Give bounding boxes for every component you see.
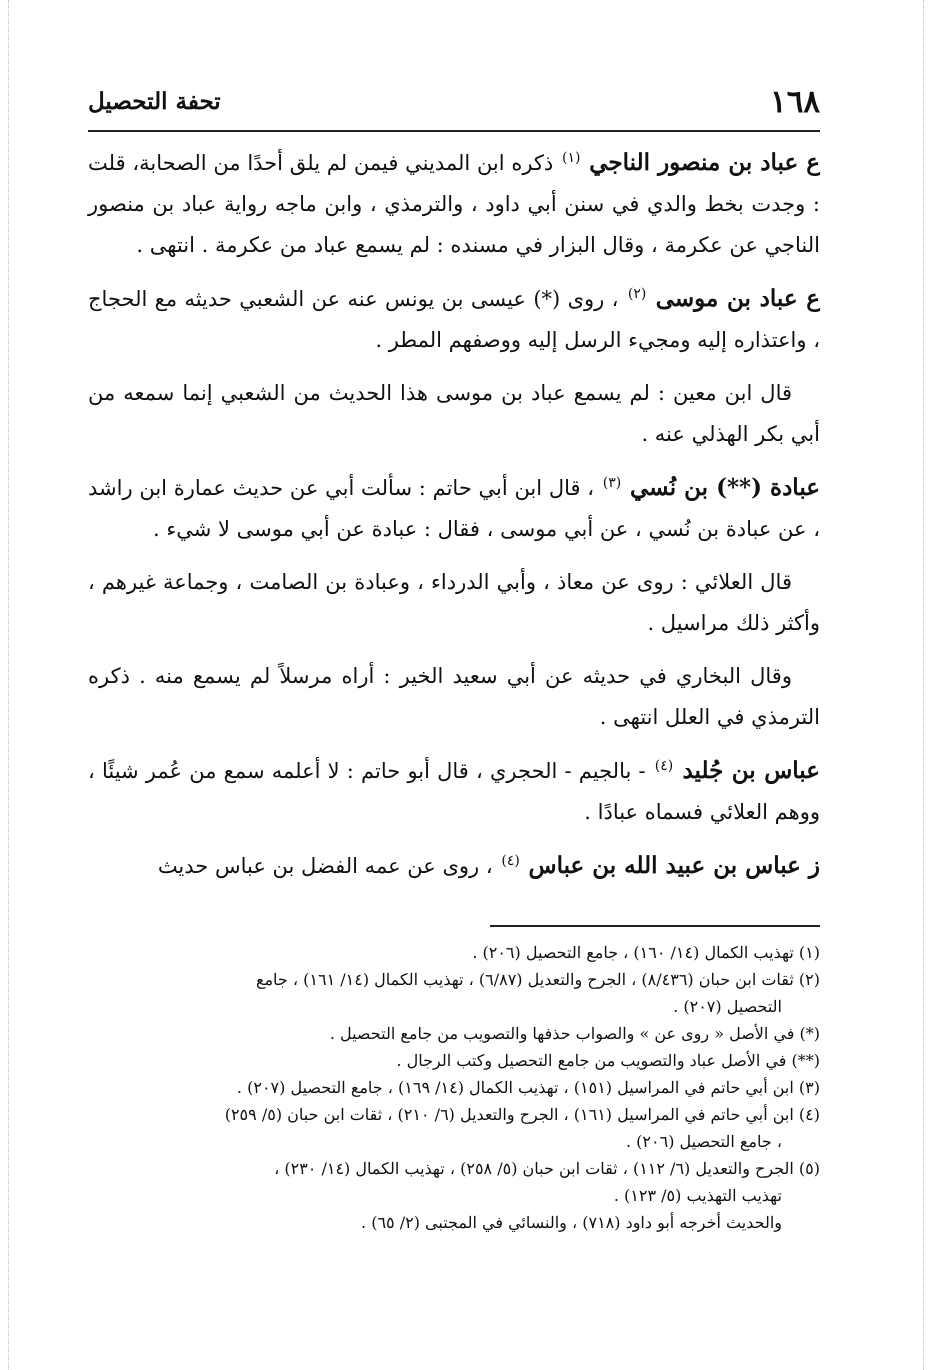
scan-margin-dots-left (8, 0, 9, 1370)
footnote-2: (٢) ثقات ابن حبان (٨/٤٣٦) ، الجرح والتعديل (٦/٨٧) ، تهذيب الكمال (١٤/ ١٦١) ، جامع (255, 970, 820, 989)
entry-heading: ع عباد بن منصور الناجي (589, 149, 821, 176)
entry-text: وقال البخاري في حديثه عن أبي سعيد الخير : أراه مرسلاً لم يسمع منه . ذكره الترمذي في العلل انتهى . (88, 664, 820, 729)
entry-text: ذكره ابن المديني فيمن لم يلق أحدًا من الصحابة، قلت : وجدت بخط والدي في سنن أبي داود ، والترمذي ، وابن ماجه رواية عباد بن منصور الناجي عن عكرمة ، وقال البزار في مسنده : لم يسمع عباد من عكرمة . انتهى . (88, 151, 820, 257)
entry-text: ، قال ابن أبي حاتم : سألت أبي عن حديث عمارة ابن راشد ، عن عبادة بن نُسي ، عن أبي موسى ، فقال : عبادة عن أبي موسى لا شيء . (88, 476, 820, 541)
header-rule (88, 130, 820, 132)
footnote-5-continued: تهذيب التهذيب (٥/ ١٢٣) . (613, 1186, 782, 1205)
running-title: تحفة التحصيل (88, 88, 221, 115)
entry-text: - بالجيم - الحجري ، قال أبو حاتم : لا أعلمه سمع من عُمر شيئًا ، ووهم العلائي فسماه عبادًا . (88, 759, 820, 824)
footnote-asterisk: (*) في الأصل « روى عن » والصواب حذفها والتصويب من جامع التحصيل . (329, 1024, 820, 1043)
entry-text: قال العلائي : روى عن معاذ ، وأبي الدرداء ، وعبادة بن الصامت ، وجماعة غيرهم ، وأكثر ذلك مراسيل . (88, 570, 820, 635)
entry-heading: ز عباس بن عبيد الله بن عباس (528, 852, 820, 879)
footnote-ref: (٣) (602, 475, 622, 491)
footnotes (88, 940, 820, 1237)
entry-heading: عباس بن جُليد (682, 757, 820, 784)
quote-al-bukhari (88, 656, 820, 738)
entry-text: ، روى (*) عيسى بن يونس عنه عن الشعبي حديثه مع الحجاج ، واعتذاره إليه ومجيء الرسل إليه ووصفهم المطر . (88, 287, 820, 352)
footnote-double-asterisk: (**) في الأصل عباد والتصويب من جامع التحصيل وكتب الرجال . (396, 1051, 820, 1070)
entry-heading: عبادة (**) بن نُسي (630, 474, 820, 501)
scan-margin-dots-right (923, 0, 924, 1370)
footnote-5: (٥) الجرح والتعديل (٦/ ١١٢) ، ثقات ابن حبان (٥/ ٢٥٨) ، تهذيب الكمال (١٤/ ٢٣٠) ، (274, 1159, 820, 1178)
footnote-4: (٤) ابن أبي حاتم في المراسيل (١٦١) ، الجرح والتعديل (٦/ ٢١٠) ، ثقات ابن حبان (٥/ ٢٥٩) (224, 1105, 820, 1124)
footnote-ref: (٢) (627, 286, 647, 302)
page-header (88, 82, 820, 128)
footnote-hadith-note: والحديث أخرجه أبو داود (٧١٨) ، والنسائي في المجتبى (٢/ ٦٥) . (361, 1213, 782, 1232)
quote-ibn-main (88, 373, 820, 455)
footnote-4-continued: ، جامع التحصيل (٢٠٦) . (625, 1132, 782, 1151)
entry-abbad-bin-mansur (88, 142, 820, 266)
footnote-3: (٣) ابن أبي حاتم في المراسيل (١٥١) ، تهذيب الكمال (١٤/ ١٦٩) ، جامع التحصيل (٢٠٧) . (236, 1078, 820, 1097)
entry-heading: ع عباد بن موسى (655, 285, 820, 312)
footnote-ref: (٤) (501, 853, 520, 869)
entry-abbas-bin-ubaydullah (88, 845, 820, 887)
entry-ubada-bin-nusay (88, 467, 820, 550)
footnote-1: (١) تهذيب الكمال (١٤/ ١٦٠) ، جامع التحصيل (٢٠٦) . (472, 943, 820, 962)
main-text (88, 142, 820, 899)
footnote-ref: (٤) (654, 758, 674, 774)
entry-abbad-bin-musa (88, 278, 820, 361)
entry-abbas-bin-julayd (88, 750, 820, 833)
footnote-2-continued: التحصيل (٢٠٧) . (673, 997, 782, 1016)
entry-text: ، روى عن عمه الفضل بن عباس حديث (157, 854, 493, 878)
quote-al-alai (88, 562, 820, 644)
entry-text: قال ابن معين : لم يسمع عباد بن موسى هذا الحديث من الشعبي إنما سمعه من أبي بكر الهذلي عنه . (88, 381, 820, 446)
footnote-ref: (١) (562, 150, 581, 166)
page-number: ١٦٨ (770, 84, 820, 120)
footnote-rule (490, 925, 820, 927)
